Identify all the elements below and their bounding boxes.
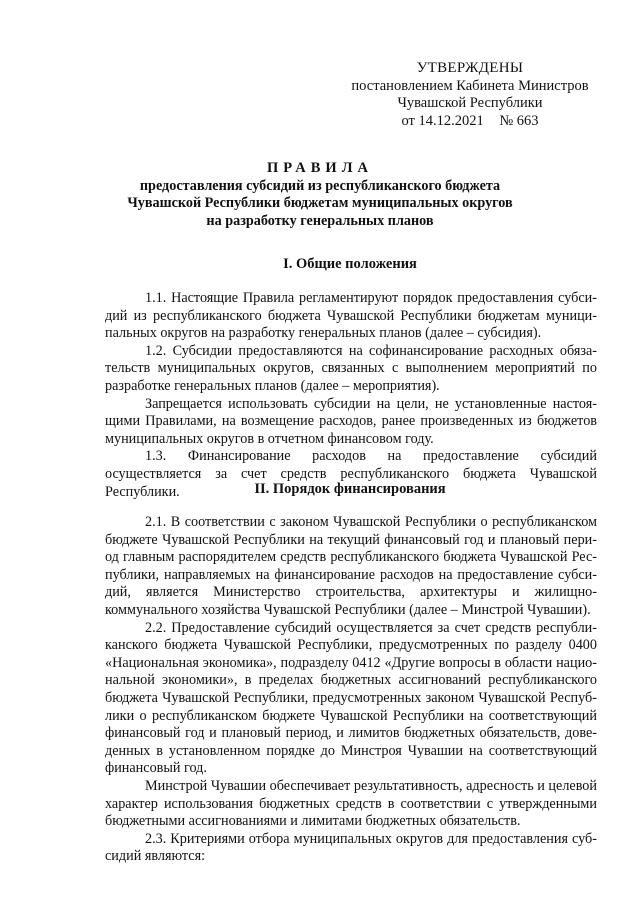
- rules-title: ПРАВИЛА: [267, 160, 373, 176]
- paragraph: 1.3. Финансирование расходов на предоставление субсидий осуществляется за счет средств республиканского бюджета Чувашской Республики.: [105, 448, 597, 500]
- paragraph: 1.2. Субсидии предоставляются на софинансирование расходных обязательств муниципальных округов, связанных с выполнением мероприятий по разработке генеральных планов (далее – мероприятия).: [105, 342, 597, 394]
- approval-block: [345, 60, 595, 130]
- rules-subtitle-2: Чувашской Республики бюджетам муниципальных округов: [127, 195, 513, 211]
- approval-date: от 14.12.2021: [401, 112, 484, 129]
- approval-line-1: постановлением Кабинета Министров: [351, 77, 589, 94]
- approval-date-line: [345, 113, 595, 131]
- section-2-body: [105, 514, 597, 866]
- rules-subtitle-3: на разработку генеральных планов: [206, 212, 434, 229]
- paragraph: 2.1. В соответствии с законом Чувашской Республики о республиканском бюджете Чувашской Республики на текущий финансовый год и плановый период главным распорядителем средств республиканского бюджета Чувашской Республики, направляемых на финансирование расходов на предоставление субсидий, является Министерство строительства, архитектуры и жилищно-коммунального хозяйства Чувашской Республики (далее – Минстрой Чувашии).: [105, 514, 597, 618]
- paragraph: 2.2. Предоставление субсидий осуществляется за счет средств республиканского бюджета Чувашской Республики, предусмотренных по разделу 0400 «Национальная экономика», подразделу 0412 «Другие вопросы в области национальной экономики», в пределах бюджетных ассигнований республиканского бюджета Чувашской Республики, предусмотренных законом Чувашской Республики о республиканском бюджете Чувашской Республики на соответствующий финансовый год и плановый период, и лимитов бюджетных обязательств, доведенных в установленном порядке до Минстроя Чувашии на соответствующий финансовый год.: [105, 619, 597, 777]
- paragraph: Запрещается использовать субсидии на цели, не установленные настоящими Правилами, на возмещение расходов, ранее произведенных из бюджетов муниципальных округов в отчетном финансовом году.: [105, 395, 597, 447]
- rules-heading: [95, 160, 545, 230]
- paragraph: 1.1. Настоящие Правила регламентируют порядок предоставления субсидий из республиканского бюджета Чувашской Республики бюджетам муниципальных округов на разработку генеральных планов (далее – субсидия).: [105, 290, 597, 342]
- paragraph: Минстрой Чувашии обеспечивает результативность, адресность и целевой характер использования бюджетных средств в соответствии с утвержденными бюджетными ассигнованиями и лимитами бюджетных обязательств.: [105, 777, 597, 830]
- approval-number: № 663: [499, 112, 539, 129]
- section-1-body: [105, 290, 597, 501]
- rules-subtitle-1: предоставления субсидий из республиканского бюджета: [139, 177, 501, 194]
- paragraph: 2.3. Критериями отбора муниципальных округов для предоставления субсидий являются:: [105, 830, 597, 865]
- section-2-title: II. Порядок финансирования: [254, 481, 446, 497]
- approval-line-2: Чувашской Республики: [397, 95, 543, 111]
- approval-heading: УТВЕРЖДЕНЫ: [416, 60, 524, 76]
- section-1-title: I. Общие положения: [283, 256, 417, 272]
